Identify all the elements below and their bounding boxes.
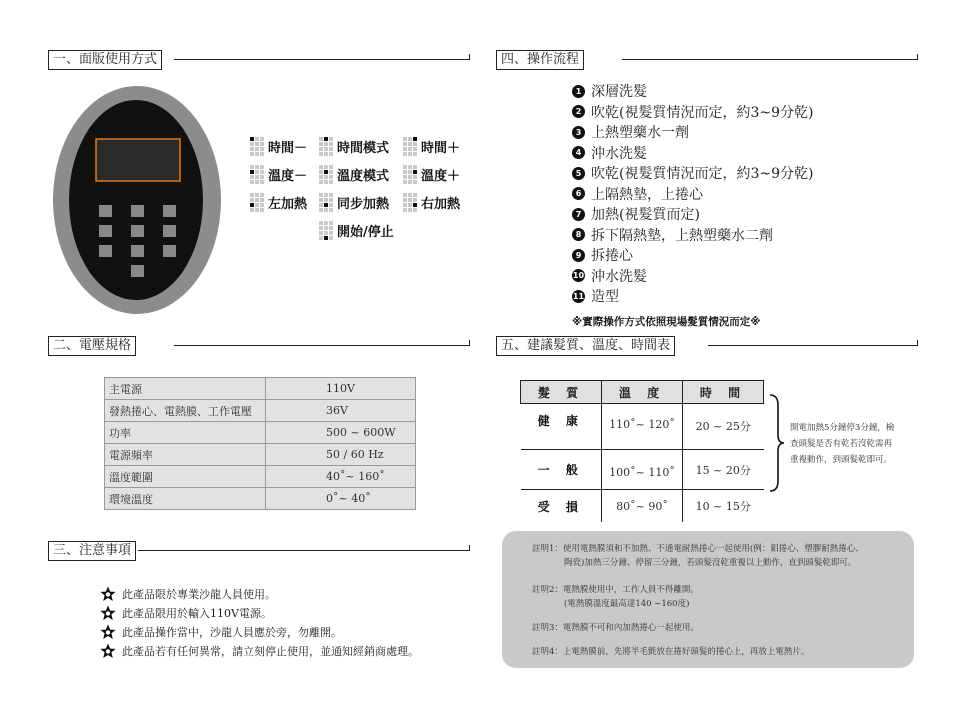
caution-item	[100, 586, 276, 602]
note-line: 上電熱膜前，先將半毛氈放在捲好頭髮的捲心上，再放上電熱片。	[562, 647, 810, 657]
legend-label: 右加熱	[421, 197, 461, 212]
key-right-heat	[163, 245, 176, 257]
key-left-heat	[99, 245, 112, 257]
table-row	[105, 488, 416, 510]
table-row	[521, 490, 764, 523]
step-item	[572, 266, 647, 286]
divider	[622, 59, 918, 60]
key-start-stop	[131, 265, 144, 277]
spec-value: 40˚~ 160˚	[266, 466, 416, 488]
table-row	[105, 444, 416, 466]
key-sync-heat	[131, 245, 144, 257]
note-line: 使用電熱膜須和不加熱、不通電耐熱捲心一起使用(例：鋁捲心、塑膠耐熱捲心、	[562, 544, 864, 554]
step-number-icon: 10	[572, 271, 585, 280]
step-item	[572, 225, 773, 245]
step-item	[572, 204, 700, 224]
table-row	[105, 466, 416, 488]
key-time-mode	[131, 205, 144, 217]
caution-text: 此產品限用於輸入110V電源。	[122, 607, 272, 620]
step-text: 拆捲心	[591, 248, 633, 264]
step-text: 造型	[591, 289, 619, 305]
hair-type: 一 般	[521, 450, 602, 490]
step-number-icon: 5	[572, 167, 585, 180]
hair-time: 15 ~ 20分	[683, 450, 764, 490]
divider-end	[917, 54, 918, 60]
section-title: 五、建議髮質、溫度、時間表	[496, 336, 675, 356]
table-row	[105, 422, 416, 444]
divider-end	[469, 545, 470, 551]
legend-label: 左加熱	[268, 197, 308, 212]
step-item	[572, 143, 647, 163]
curly-brace-icon	[768, 393, 786, 493]
section-title: 二、電壓規格	[48, 336, 136, 356]
divider-end	[469, 340, 470, 346]
note-label: 註明1：	[532, 544, 563, 554]
note-item	[532, 645, 809, 659]
section-header-procedure	[496, 50, 918, 70]
legend-label: 溫度模式	[337, 169, 390, 184]
divider	[708, 345, 918, 346]
hair-temp: 100˚~ 110˚	[602, 450, 683, 490]
step-number-icon: 11	[572, 291, 585, 301]
step-number-icon: 3	[572, 126, 585, 139]
step-text: 加熱(視髮質而定)	[591, 207, 700, 223]
note-label: 註明3：	[532, 623, 563, 633]
step-text: 上熱塑藥水一劑	[591, 125, 689, 141]
heating-note-line: 查頭髮是否有乾若沒乾需再	[790, 439, 893, 449]
legend-time-mode	[319, 137, 389, 156]
legend-label: 時間＋	[421, 141, 461, 156]
step-number-icon: 2	[572, 105, 585, 118]
spec-key: 溫度範圍	[105, 466, 266, 488]
spec-key: 電源頻率	[105, 444, 266, 466]
divider	[174, 59, 470, 60]
note-label: 註明4：	[532, 647, 563, 657]
step-item	[572, 184, 703, 204]
caution-item	[100, 624, 342, 640]
step-item	[572, 102, 813, 122]
key-temp-plus	[163, 225, 176, 237]
legend-label: 時間－	[268, 141, 308, 156]
step-item	[572, 122, 689, 142]
star-icon	[100, 624, 116, 640]
key-position-icon	[403, 137, 417, 156]
divider-end	[469, 54, 470, 60]
spec-key: 主電源	[105, 378, 266, 400]
note-line: 陶瓷)加熱三分鐘、停留三分鐘，若頭髮沒乾重複以上動作，直到頭髮乾即可。	[564, 558, 857, 568]
caution-item	[100, 605, 272, 621]
key-time-minus	[99, 205, 112, 217]
spec-value: 0˚~ 40˚	[266, 488, 416, 510]
step-text: 沖水洗髮	[591, 145, 647, 162]
voltage-spec-table	[104, 377, 416, 510]
heating-note	[790, 420, 894, 468]
section-title: 四、操作流程	[496, 50, 584, 70]
step-number-icon: 6	[572, 187, 585, 200]
legend-time-plus	[403, 137, 460, 156]
step-text: 吹乾(視髮質情況而定，約3~9分乾)	[591, 166, 814, 182]
legend-temp-minus	[250, 165, 307, 184]
divider	[174, 345, 470, 346]
divider-end	[917, 340, 918, 346]
spec-value: 110V	[266, 378, 416, 400]
step-item	[572, 286, 619, 306]
legend-label: 開始/停止	[337, 225, 394, 240]
legend-right-heat	[403, 193, 460, 212]
key-position-icon	[250, 137, 264, 156]
hair-temp: 80˚~ 90˚	[602, 490, 683, 523]
step-item	[572, 245, 633, 265]
step-item	[572, 81, 647, 101]
caution-text: 此產品限於專業沙龍人員使用。	[122, 588, 276, 601]
spec-key: 功率	[105, 422, 266, 444]
steps-footnote: ※實際操作方式依照現場髮質情況而定※	[572, 316, 761, 328]
legend-sync-heat	[319, 193, 389, 212]
legend-label: 時間模式	[337, 141, 390, 156]
section-title: 三、注意事項	[48, 541, 136, 561]
key-position-icon	[319, 193, 333, 212]
section-header-voltage	[48, 336, 470, 356]
spec-key: 發熱捲心、電熱膜、工作電壓	[105, 400, 266, 422]
divider	[138, 550, 470, 551]
table-row	[105, 378, 416, 400]
table-header-row	[521, 381, 764, 404]
hair-type: 受 損	[537, 499, 584, 514]
note-line: 電熱膜不可和內加熱捲心一起使用。	[562, 623, 699, 633]
hair-type: 健 康	[521, 404, 602, 450]
heating-note-line: 重複動作，到頭髮乾即可。	[790, 455, 893, 465]
column-header: 髮 質	[521, 381, 602, 404]
caution-item	[100, 643, 419, 659]
note-line: (電熱膜溫度最高達140 ~160度)	[564, 599, 690, 609]
star-icon	[100, 643, 116, 659]
note-line: 電熱膜使用中，工作人員不得離開。	[562, 585, 699, 595]
step-text: 吹乾(視髮質情況而定，約3~9分乾)	[591, 104, 814, 121]
column-header: 溫 度	[602, 381, 683, 404]
notes-panel	[502, 531, 914, 668]
legend-temp-mode	[319, 165, 389, 184]
key-time-plus	[163, 205, 176, 217]
key-position-icon	[319, 165, 333, 184]
key-position-icon	[403, 165, 417, 184]
hair-type-table	[520, 380, 764, 522]
note-item	[532, 542, 864, 570]
control-panel-illustration	[52, 85, 222, 315]
step-text: 深層洗髮	[591, 84, 647, 100]
star-icon	[100, 586, 116, 602]
column-header: 時 間	[683, 381, 764, 404]
note-label: 註明2：	[532, 585, 563, 595]
step-number-icon: 4	[572, 146, 585, 159]
table-row	[105, 400, 416, 422]
legend-left-heat	[250, 193, 307, 212]
step-text: 拆下隔熱墊，上熱塑藥水二劑	[591, 227, 773, 244]
key-temp-minus	[99, 225, 112, 237]
section-header-caution	[48, 541, 470, 561]
step-number-icon: 1	[572, 85, 585, 98]
legend-label: 同步加熱	[337, 197, 390, 212]
step-text: 上隔熱墊，上捲心	[591, 186, 703, 203]
section-title: 一、面版使用方式	[48, 50, 162, 70]
spec-key: 環境溫度	[105, 488, 266, 510]
step-number-icon: 7	[572, 208, 585, 221]
hair-time: 20 ~ 25分	[683, 404, 764, 450]
hair-time: 10 ~ 15分	[683, 490, 764, 523]
key-position-icon	[319, 137, 333, 156]
spec-value: 50 / 60 Hz	[266, 444, 416, 466]
spec-value: 500 ~ 600W	[266, 422, 416, 444]
legend-start-stop	[319, 221, 394, 240]
step-item	[572, 163, 813, 183]
spec-value: 36V	[266, 400, 416, 422]
heating-note-line: 開電加熱5分鐘停3分鐘，檢	[790, 423, 895, 433]
key-position-icon	[319, 221, 333, 240]
key-position-icon	[250, 193, 264, 212]
legend-temp-plus	[403, 165, 460, 184]
step-number-icon: 9	[572, 249, 585, 262]
note-item	[532, 583, 699, 611]
hair-temp: 110˚~ 120˚	[602, 404, 683, 450]
legend-time-minus	[250, 137, 307, 156]
step-text: 沖水洗髮	[591, 268, 647, 285]
step-number-icon: 8	[572, 228, 585, 241]
key-temp-mode	[131, 225, 144, 237]
legend-label: 溫度－	[268, 169, 308, 184]
display-screen	[96, 139, 180, 181]
star-icon	[100, 605, 116, 621]
section-header-hair-table	[496, 336, 918, 356]
caution-text: 此產品操作當中，沙龍人員應於旁，勿離開。	[122, 626, 342, 639]
section-header-panel	[48, 50, 470, 70]
key-position-icon	[403, 193, 417, 212]
caution-text: 此產品若有任何異常，請立刻停止使用，並通知經銷商處理。	[122, 645, 419, 658]
note-item	[532, 621, 699, 635]
table-row	[521, 404, 764, 450]
legend-label: 溫度＋	[421, 169, 461, 184]
key-position-icon	[250, 165, 264, 184]
table-row	[521, 450, 764, 490]
